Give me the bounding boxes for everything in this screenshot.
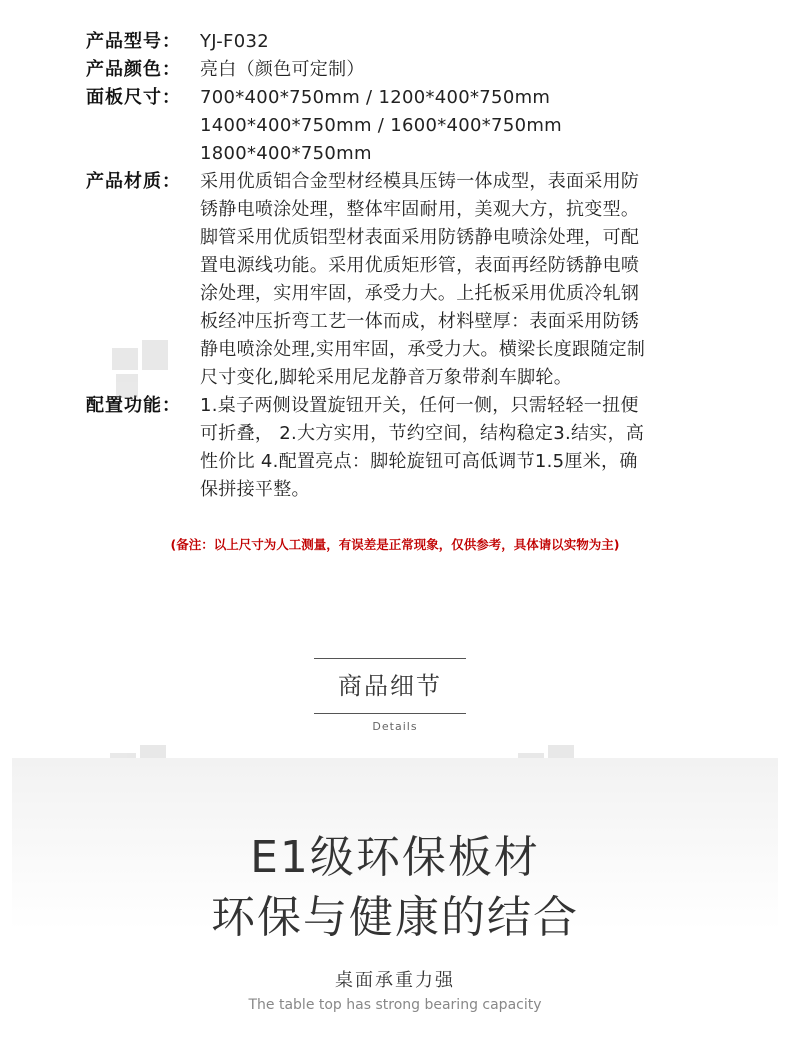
spec-label: 产品颜色： bbox=[86, 59, 181, 80]
spec-value: YJ-F032 bbox=[200, 31, 269, 52]
hero-subtitle: 桌面承重力强 bbox=[335, 970, 455, 991]
section-subtitle: Details bbox=[372, 720, 418, 733]
spec-color bbox=[86, 56, 746, 84]
disclaimer-note: (备注：以上尺寸为人工测量，有误差是正常现象，仅供参考，具体请以实物为主) bbox=[170, 537, 620, 552]
product-specs bbox=[86, 28, 746, 504]
spec-value: 亮白（颜色可定制） bbox=[200, 59, 365, 80]
spec-label: 产品型号： bbox=[86, 31, 181, 52]
section-title: 商品细节 bbox=[338, 672, 442, 700]
spec-value: 采用优质铝合金型材经模具压铸一体成型，表面采用防 锈静电喷涂处理，整体牢固耐用，美观大方，抗变型。 脚管采用优质铝型材表面采用防锈静电喷涂处理，可配 置电源线功能。采用优质矩形管，表面再经防锈静电喷 涂处理，实用牢固，承受力大。上托板采用优质冷轧钢 板经冲压折弯工艺一体而成，材料壁厚：表面采用防锈 静电喷涂处理,实用牢固，承受力大。横梁长度跟随定制 尺寸变化,脚轮采用尼龙静音万象带刹车脚轮。 bbox=[200, 171, 646, 388]
spec-size bbox=[86, 84, 746, 168]
spec-value: 1.桌子两侧设置旋钮开关，任何一侧，只需轻轻一扭便 可折叠， 2.大方实用，节约空间，结构稳定3.结实，高 性价比 4.配置亮点：脚轮旋钮可高低调节1.5厘米，确 保拼接平整。 bbox=[200, 395, 645, 500]
spec-features bbox=[86, 392, 746, 504]
spec-material bbox=[86, 168, 746, 392]
spec-label: 配置功能： bbox=[86, 395, 181, 416]
hero-english-caption: The table top has strong bearing capacity bbox=[248, 997, 542, 1013]
hero-title: E1级环保板材 环保与健康的结合 bbox=[211, 832, 579, 943]
section-header bbox=[314, 658, 466, 714]
spec-model bbox=[86, 28, 746, 56]
watermark-logo-icon bbox=[112, 340, 172, 400]
spec-label: 面板尺寸： bbox=[86, 87, 181, 108]
spec-value: 700*400*750mm / 1200*400*750mm 1400*400*750mm / 1600*400*750mm 1800*400*750mm bbox=[200, 87, 562, 164]
spec-label: 产品材质： bbox=[86, 171, 181, 192]
